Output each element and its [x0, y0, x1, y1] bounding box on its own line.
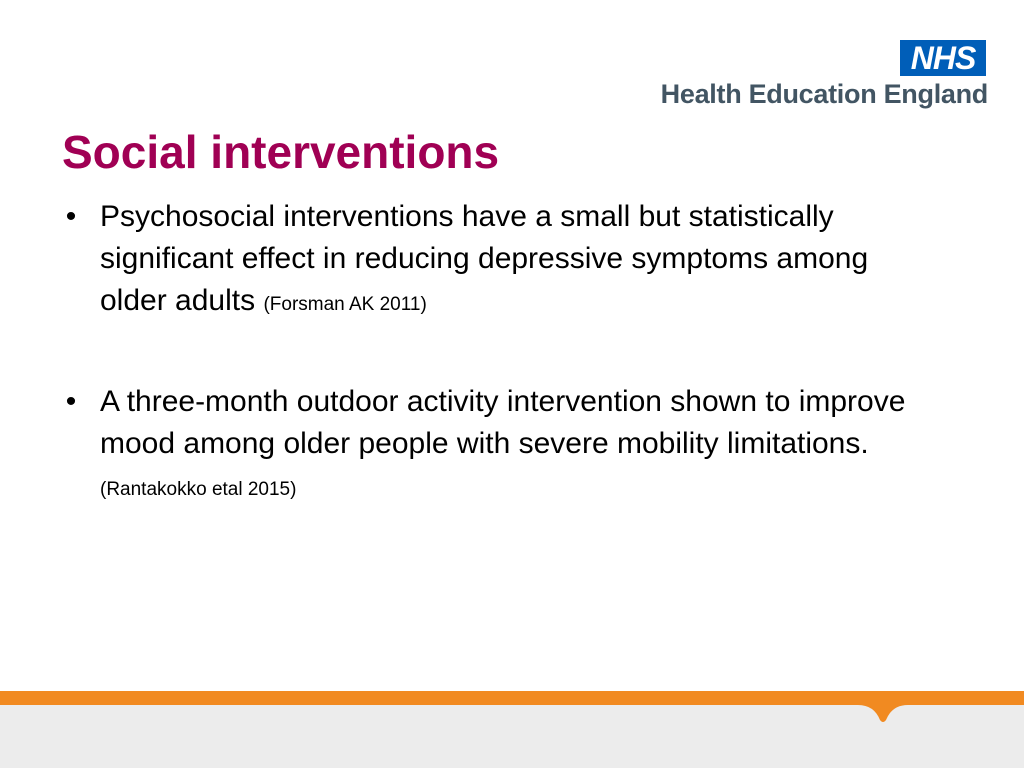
slide-title: Social interventions: [62, 126, 500, 178]
bullet-list: [56, 196, 916, 511]
bullet-citation: (Rantakokko etal 2015): [100, 479, 297, 500]
bullet-citation: (Forsman AK 2011): [263, 294, 427, 315]
footer-accent-line: [0, 691, 1024, 705]
bullet-item: [56, 196, 916, 326]
bullet-text: Psychosocial interventions have a small but statistically significant effect in reducing depressive symptoms among older adults: [100, 200, 869, 317]
bullet-item: [56, 381, 916, 511]
nhs-logo-badge: NHS: [900, 40, 986, 76]
footer-notch-shape: [858, 704, 908, 724]
bullet-marker: •: [65, 200, 77, 233]
bullet-text: A three-month outdoor activity intervention shown to improve mood among older people with severe mobility limitations.: [100, 385, 906, 460]
organisation-name: Health Education England: [660, 79, 988, 109]
hee-logo: [636, 40, 988, 112]
bullet-marker: •: [65, 385, 77, 418]
